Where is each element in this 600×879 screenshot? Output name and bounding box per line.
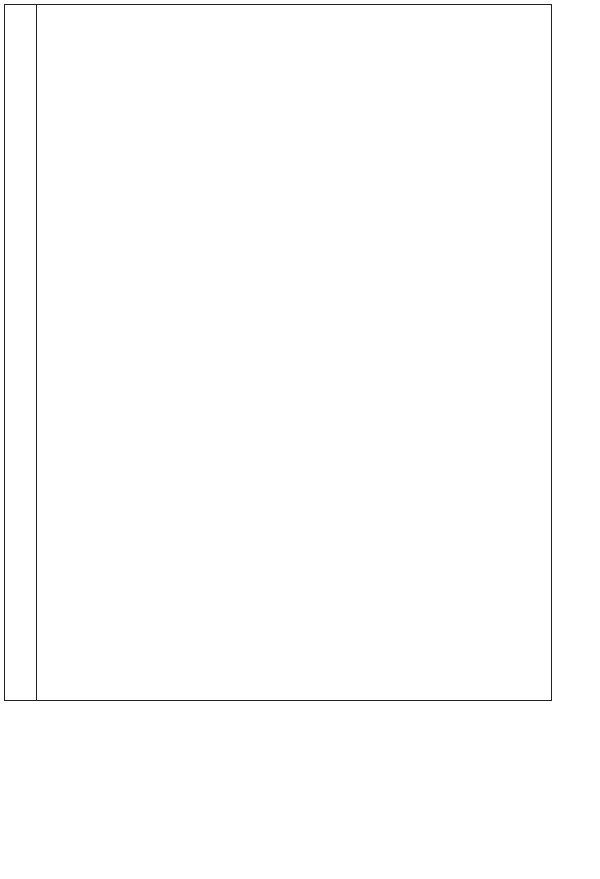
promotion-roster bbox=[4, 708, 596, 876]
submission-grid bbox=[36, 4, 552, 701]
left-frame-strip bbox=[4, 4, 36, 701]
title-column bbox=[552, 6, 596, 696]
